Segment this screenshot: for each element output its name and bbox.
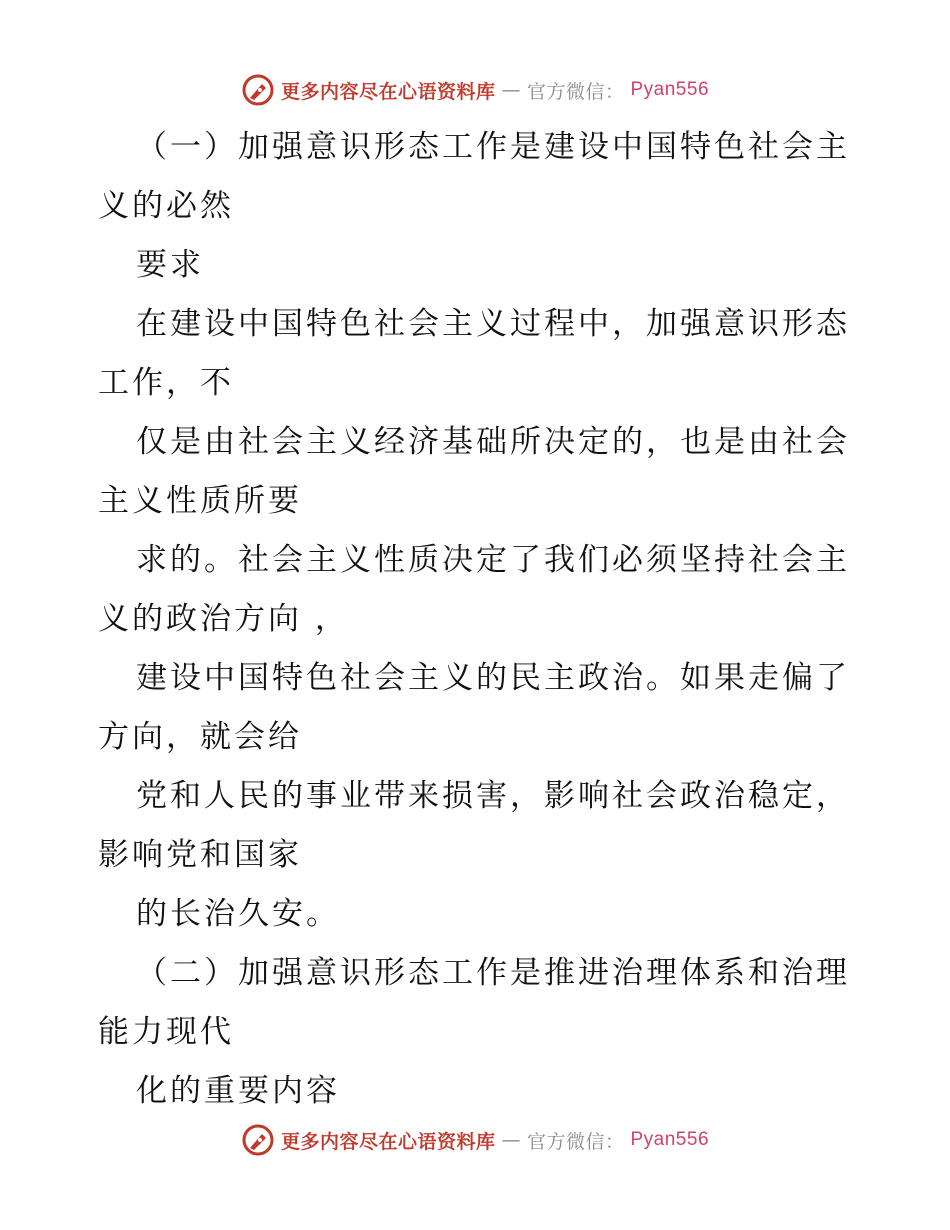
pen-nib-circle-icon — [241, 73, 275, 107]
banner-wechat-id: Pyan556 — [630, 1129, 710, 1150]
text-line: 方向，就会给 — [98, 719, 302, 755]
text-line: 的长治久安。 — [136, 896, 340, 932]
text-line: 求的。社会主义性质决定了我们必须坚持社会主 — [136, 542, 850, 578]
banner-wechat-label: 官方微信： — [526, 80, 625, 103]
text-line: 要求 — [136, 247, 204, 283]
text-line: 能力现代 — [98, 1014, 234, 1050]
footer-banner — [0, 1120, 950, 1160]
banner-wechat-label: 官方微信： — [526, 1130, 625, 1153]
text-line: 在建设中国特色社会主义过程中，加强意识形态 — [136, 306, 850, 342]
banner-dash: — — [501, 1129, 521, 1151]
text-line: 主义性质所要 — [98, 483, 302, 519]
text-line: 工作，不 — [98, 365, 234, 401]
text-line: 化的重要内容 — [136, 1073, 340, 1109]
text-line: 仅是由社会主义经济基础所决定的，也是由社会 — [136, 424, 850, 460]
pen-nib-circle-icon — [241, 1123, 275, 1157]
text-line: 党和人民的事业带来损害，影响社会政治稳定， — [136, 778, 850, 814]
banner-promo-text: 更多内容尽在心语资料库 — [280, 1130, 496, 1153]
text-line: （二）加强意识形态工作是推进治理体系和治理 — [136, 955, 850, 991]
text-line: 义的政治方向 ， — [98, 601, 349, 637]
header-banner — [0, 70, 950, 110]
text-line: （一）加强意识形态工作是建设中国特色社会主 — [136, 129, 850, 165]
banner-promo-text: 更多内容尽在心语资料库 — [280, 80, 496, 103]
text-line: 义的必然 — [98, 188, 234, 224]
text-line: 影响党和国家 — [98, 837, 302, 873]
banner-wechat-id: Pyan556 — [630, 79, 710, 100]
text-line: 建设中国特色社会主义的民主政治。如果走偏了 — [136, 660, 850, 696]
banner-dash: — — [501, 79, 521, 101]
document-body — [98, 118, 858, 1121]
